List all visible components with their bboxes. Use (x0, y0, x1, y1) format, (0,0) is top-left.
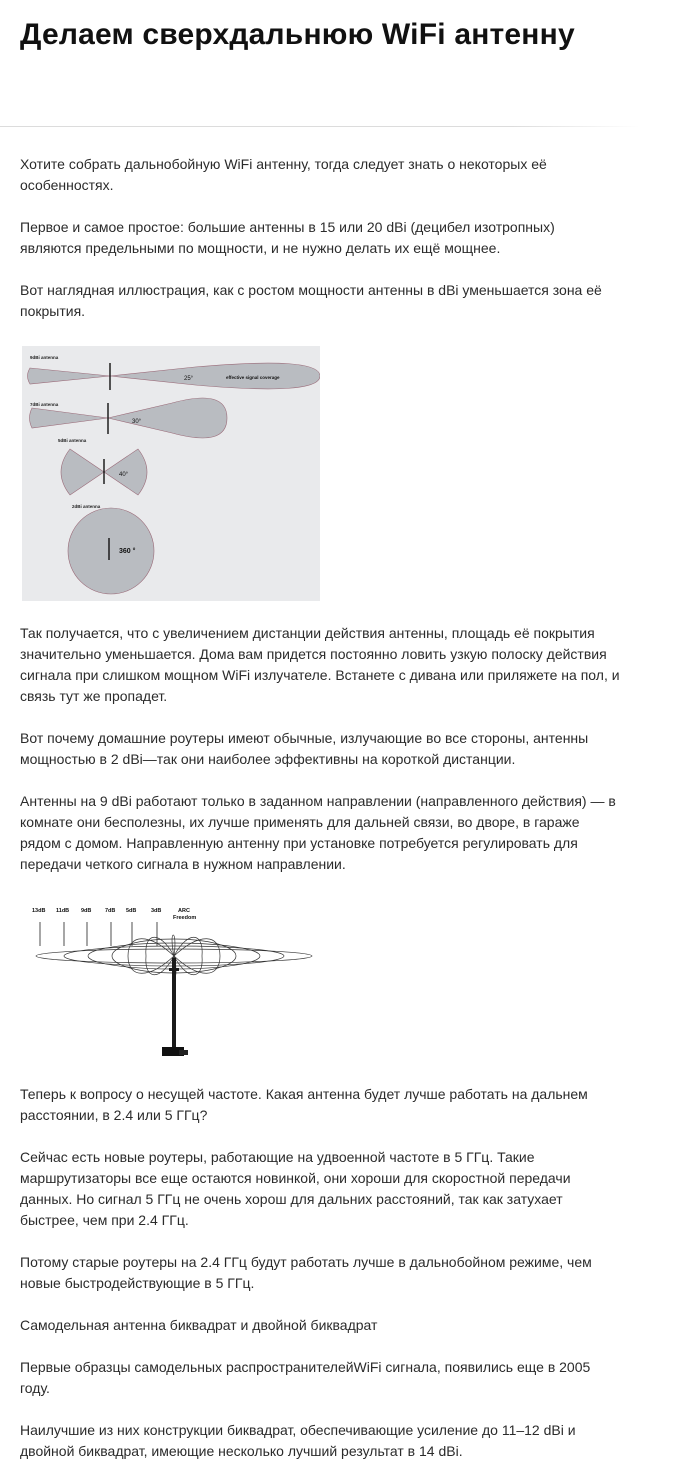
pattern-label-arc: ARC (178, 908, 190, 914)
label-7dbi: 7dBi antenna (30, 402, 59, 407)
antenna-collar (169, 968, 179, 971)
paragraph-5ghz: Сейчас есть новые роутеры, работающие на удвоенной частоте в 5 ГГц. Такие маршрутизаторы все еще остаются новинкой, они хороши для скоростной передачи данных. Но сигнал 5 ГГц не очень хорош для дальних расстояний, так как затухает быстрее, чем при 2.4 ГГц. (20, 1149, 571, 1228)
paragraph-illustration: Вот наглядная иллюстрация, как с ростом мощности антенны в dBi уменьшается зона её покрытия. (20, 282, 602, 319)
paragraph-home-routers: Вот почему домашние роутеры имеют обычные, излучающие во все стороны, антенны мощностью в 2 dBi—так они наиболее эффективны на короткой дистанции. (20, 730, 589, 767)
angle-5dbi: 40° (119, 472, 129, 478)
radiation-pattern-diagram (28, 902, 318, 1064)
antenna-mast (172, 958, 176, 1048)
pattern-label-13db: 13dB (32, 908, 46, 914)
lobe-2dbi (68, 508, 154, 594)
label-9dbi: 9dBi antenna (30, 355, 59, 360)
effective-coverage-note: effective signal coverage (226, 375, 280, 380)
angle-7dbi: 30° (132, 419, 142, 425)
paragraph-2-4ghz: Потому старые роутеры на 2.4 ГГц будут работать лучше в дальнобойном режиме, чем новые быстродействующие в 5 ГГц. (20, 1254, 592, 1291)
pattern-label-3db: 3dB (151, 908, 162, 914)
paragraph-coverage: Так получается, что с увеличением дистанции действия антенны, площадь её покрытия значительно уменьшается. Дома вам придется постоянно ловить узкую полоску действия сигнала при слишком мощном WiFi излучателе. Встанете с дивана или приляжете на пол, и связь тут же пропадет. (20, 625, 620, 704)
angle-9dbi: 25° (184, 376, 194, 382)
article-title: Делаем сверхдальнюю WiFi антенну (20, 18, 575, 51)
paragraph-first-samples: Первые образцы самодельных распространителейWiFi сигнала, появились еще в 2005 году. (20, 1359, 591, 1396)
paragraph-intro: Хотите собрать дальнобойную WiFi антенну, тогда следует знать о некоторых её особенностях. (20, 156, 547, 193)
title-divider (0, 126, 640, 127)
paragraph-directional: Антенны на 9 dBi работают только в заданном направлении (направленного действия) — в комнате они бесполезны, их лучше применять для дальней связи, во дворе, в гараже рядом с домом. Направленную антенну при установке потребуется регулировать для передачи четкого сигнала в нужном направлении. (20, 793, 616, 872)
angle-2dbi: 360 ° (119, 548, 136, 555)
paragraph-simple: Первое и самое простое: большие антенны в 15 или 20 dBi (децибел изотропных) являются предельными по мощности, и не нужно делать их ещё мощнее. (20, 219, 555, 256)
pattern-label-11db: 11dB (56, 908, 70, 914)
pattern-label-5db: 5dB (126, 908, 137, 914)
label-5dbi: 5dBi antenna (58, 438, 87, 443)
coverage-diagram (22, 346, 320, 601)
paragraph-frequency: Теперь к вопросу о несущей частоте. Какая антенна будет лучше работать на дальнем расстоянии, в 2.4 или 5 ГГц? (20, 1086, 588, 1123)
pattern-label-9db: 9dB (81, 908, 92, 914)
paragraph-best-designs: Наилучшие из них конструкции биквадрат, обеспечивающие усиление до 11–12 dBi и двойной биквадрат, имеющие несколько лучший результат в 14 dBi. (20, 1422, 576, 1459)
label-2dbi: 2dBi antenna (72, 504, 101, 509)
antenna-connector (179, 1050, 188, 1055)
pattern-label-freedom: Freedom (173, 915, 197, 921)
pattern-label-7db: 7dB (105, 908, 116, 914)
paragraph-biquad-heading: Самодельная антенна биквадрат и двойной биквадрат (20, 1317, 378, 1333)
